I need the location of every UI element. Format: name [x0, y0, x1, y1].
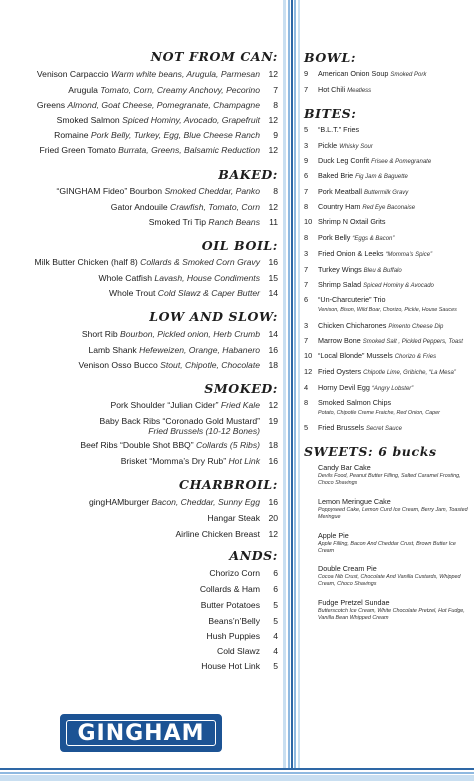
item-name: “B.L.T.” Fries [318, 125, 360, 134]
menu-item [0, 143, 282, 157]
item-desc: Spiced Hominy & Avocado [363, 283, 434, 289]
item-name: Romaine [54, 130, 89, 140]
menu-item [0, 271, 282, 285]
item-price: 6 [273, 584, 278, 594]
item-name: Baby Back Ribs “Coronado Gold Mustard” [99, 416, 260, 426]
item-price: 18 [268, 440, 278, 450]
item-desc: Poppyseed Cake, Lemon Curd Ice Cream, Berry Jam, Toasted Meringue [318, 507, 468, 520]
item-name: Smoked Salmon Chips [318, 398, 392, 407]
item-name: Smoked Salmon [56, 115, 120, 125]
item-name: Turkey Wings [318, 265, 362, 274]
menu-item [0, 255, 282, 269]
item-name: “GINGHAM Fideo” Bourbon [56, 186, 163, 196]
item-price: 7 [304, 85, 309, 94]
item-price: 15 [268, 273, 278, 283]
item-name: Apple Pie [318, 531, 349, 540]
item-desc: Stout, Chipotle, Chocolate [160, 360, 260, 370]
item-desc: Chipotle Lime, Gribiche, “La Mesa” [363, 370, 456, 376]
menu-item [0, 128, 282, 142]
dessert-item [318, 531, 468, 555]
item-price: 16 [268, 456, 278, 466]
menu-item [0, 582, 282, 596]
item-name: Butter Potatoes [200, 600, 260, 610]
item-price: 8 [304, 398, 309, 407]
menu-item [0, 184, 282, 198]
gingham-stripe-footer [0, 768, 474, 781]
item-desc: Red Eye Baconaise [362, 205, 416, 211]
item-desc: Secret Sauce [365, 426, 402, 432]
item-desc: Ranch Beans [208, 217, 260, 227]
section-title-smoked: SMOKED: [204, 381, 278, 396]
item-name: Milk Butter Chicken (half 8) [34, 257, 138, 267]
item-name: Hot Chili [318, 85, 346, 94]
item-name: Shrimp Salad [318, 280, 362, 289]
item-desc: Smoked Salt , Pickled Peppers, Toast [362, 339, 463, 345]
menu-item [0, 200, 282, 214]
item-name: Pork Belly [318, 233, 351, 242]
item-price: 6 [304, 295, 309, 304]
section-title-not-from-can: NOT FROM CAN: [150, 49, 278, 64]
item-name: Cold Slawz [217, 646, 260, 656]
item-price: 7 [304, 280, 309, 289]
item-name: Whole Trout [109, 288, 156, 298]
item-desc: Hefeweizen, Orange, Habanero [139, 345, 260, 355]
menu-item [0, 67, 282, 81]
item-name: Baked Brie [318, 171, 354, 180]
menu-item [0, 83, 282, 97]
item-desc: “Momma’s Spice” [385, 252, 433, 258]
item-name: Shrimp N Oxtail Grits [318, 217, 386, 226]
item-desc: Potato, Chipotle Creme Fraiche, Red Onion, Caper [318, 410, 440, 416]
item-desc: Meatless [347, 88, 372, 94]
menu-item [0, 644, 282, 658]
item-price: 7 [304, 187, 309, 196]
gingham-logo [60, 714, 222, 752]
item-price: 12 [268, 115, 278, 125]
item-desc: Cold Slawz & Caper Butter [157, 288, 260, 298]
menu-item [0, 527, 282, 541]
item-desc: Fried Brussels (10-12 Bones) [148, 426, 260, 436]
item-desc: Smoked Cheddar, Panko [164, 186, 260, 196]
item-price: 8 [304, 233, 309, 242]
item-desc: Hot Link [228, 456, 260, 466]
item-name: Whole Catfish [98, 273, 153, 283]
menu-item [0, 659, 282, 673]
item-name: Hush Puppies [206, 631, 260, 641]
item-name: Fudge Pretzel Sundae [318, 598, 390, 607]
item-name: Country Ham [318, 202, 361, 211]
menu-item [0, 598, 282, 612]
item-name: Fried Green Tomato [39, 145, 116, 155]
item-name: Candy Bar Cake [318, 463, 371, 472]
item-desc: Frisee & Pomegranate [371, 159, 432, 165]
item-desc: Bacon, Cheddar, Sunny Egg [151, 497, 260, 507]
item-price: 5 [304, 423, 309, 432]
section-title-low-and-slow: LOW AND SLOW: [149, 309, 278, 324]
menu-item [0, 438, 282, 452]
menu-item [0, 614, 282, 628]
menu-item [0, 113, 282, 127]
item-price: 9 [304, 69, 309, 78]
item-desc: Pork Belly, Turkey, Egg, Blue Cheese Ranch [90, 130, 260, 140]
item-price: 8 [304, 202, 309, 211]
item-name: Venison Osso Bucco [78, 360, 158, 370]
item-desc: Crawfish, Tomato, Corn [170, 202, 260, 212]
item-name: House Hot Link [201, 661, 260, 671]
item-desc: Bourbon, Pickled onion, Herb Crumb [120, 329, 260, 339]
item-price: 3 [304, 141, 309, 150]
item-desc: Spiced Hominy, Avocado, Grapefruit [122, 115, 260, 125]
section-title-bites: BITES: [304, 106, 357, 121]
item-desc: Pimento Cheese Dip [388, 324, 444, 330]
menu-item [0, 327, 282, 341]
section-title-ands: ANDS: [229, 548, 278, 563]
item-desc: Cocoa Nib Crust, Chocolate And Vanilla Custards, Whipped Cream, Choco Shavings [318, 574, 461, 587]
dessert-item [318, 497, 468, 521]
item-price: 12 [268, 529, 278, 539]
item-name: Fried Onion & Leeks [318, 249, 384, 258]
item-desc: Chorizo & Fries [394, 354, 437, 360]
item-name: Hangar Steak [207, 513, 260, 523]
item-name: Airline Chicken Breast [175, 529, 260, 539]
item-price: 16 [268, 345, 278, 355]
item-name: “Un-Charcuterie” Trio [318, 295, 386, 304]
menu-item [302, 294, 474, 316]
item-price: 19 [268, 416, 278, 426]
item-price: 8 [273, 186, 278, 196]
item-name: Lemon Meringue Cake [318, 497, 391, 506]
item-price: 8 [273, 100, 278, 110]
item-price: 16 [268, 497, 278, 507]
item-name: Marrow Bone [318, 336, 361, 345]
item-desc: Devils Food, Peanut Butter Filling, Salted Caramel Frosting, Choco Shavings [318, 473, 461, 486]
logo-text: GINGHAM [77, 720, 205, 746]
dessert-item [318, 463, 468, 487]
item-name: “Local Blonde” Mussels [318, 351, 393, 360]
gingham-stripe-divider [283, 0, 300, 781]
dessert-item [318, 598, 468, 622]
item-name: Duck Leg Confit [318, 156, 370, 165]
item-price: 9 [273, 130, 278, 140]
menu-item [0, 566, 282, 580]
item-name: American Onion Soup [318, 69, 389, 78]
item-desc: Smoked Pork [390, 72, 427, 78]
item-desc: Almond, Goat Cheese, Pomegranate, Champagne [67, 100, 260, 110]
item-price: 12 [304, 367, 313, 376]
item-name: gingHAMburger [88, 497, 150, 507]
item-price: 11 [269, 217, 278, 227]
section-title-bowl: BOWL: [304, 50, 357, 65]
item-name: Arugula [68, 85, 98, 95]
item-desc: “Eggs & Bacon” [352, 236, 395, 242]
item-name: Brisket “Momma’s Dry Rub” [120, 456, 227, 466]
item-name: Pork Meatball [318, 187, 362, 196]
item-desc: Warm white beans, Arugula, Parmesan [110, 69, 260, 79]
item-price: 3 [304, 321, 309, 330]
item-name: Horny Devil Egg [318, 383, 370, 392]
item-name: Fried Brussels [318, 423, 364, 432]
item-desc: Buttermilk Gravy [363, 190, 409, 196]
item-price: 7 [304, 265, 309, 274]
item-desc: Collards & Smoked Corn Gravy [140, 257, 260, 267]
item-desc: Whisky Sour [339, 144, 373, 150]
item-price: 9 [304, 156, 309, 165]
menu-item [0, 495, 282, 509]
menu-item [0, 454, 282, 468]
item-price: 10 [304, 351, 313, 360]
item-price: 20 [268, 513, 278, 523]
item-desc: Butterscotch Ice Cream, White Chocolate Pretzel, Hot Fudge, Vanilla Bean Whipped Cream [318, 608, 465, 621]
item-desc: Fried Kale [220, 400, 260, 410]
item-desc: “Angry Lobster” [371, 386, 414, 392]
item-desc: Bleu & Buffalo [363, 268, 402, 274]
item-price: 12 [268, 202, 278, 212]
section-title-oil-boil: OIL BOIL: [201, 238, 278, 253]
menu-item [0, 629, 282, 643]
item-price: 6 [304, 171, 309, 180]
section-title-sweets: SWEETS: 6 bucks [304, 444, 437, 459]
section-title-charbroil: CHARBROIL: [179, 477, 278, 492]
item-price: 5 [273, 600, 278, 610]
item-price: 7 [273, 85, 278, 95]
menu-item [302, 397, 474, 419]
item-price: 4 [304, 383, 309, 392]
item-price: 12 [268, 69, 278, 79]
item-name: Venison Carpaccio [36, 69, 109, 79]
item-desc: Lavash, House Condiments [154, 273, 260, 283]
section-title-baked: BAKED: [218, 167, 278, 182]
item-name: Collards & Ham [199, 584, 260, 594]
item-name: Greens [36, 100, 66, 110]
menu-item [0, 215, 282, 229]
item-price: 16 [268, 257, 278, 267]
logo-frame [66, 720, 216, 746]
item-name: Lamb Shank [88, 345, 137, 355]
item-name: Chorizo Corn [209, 568, 260, 578]
item-price: 14 [268, 329, 278, 339]
menu-item [0, 98, 282, 112]
item-price: 12 [268, 400, 278, 410]
item-price: 7 [304, 336, 309, 345]
menu-item [0, 398, 282, 412]
item-name: Gator Andouile [110, 202, 168, 212]
item-name: Pork Shoulder “Julian Cider” [110, 400, 219, 410]
item-desc: Tomato, Corn, Creamy Anchovy, Pecorino [100, 85, 260, 95]
menu-item [0, 511, 282, 525]
item-price: 5 [273, 616, 278, 626]
item-price: 6 [273, 568, 278, 578]
item-price: 10 [304, 217, 313, 226]
item-price: 12 [268, 145, 278, 155]
item-desc: Apple Filling, Bacon And Cheddar Crust, Brown Butter Ice Cream [318, 541, 456, 554]
item-name: Beans’n’Belly [208, 616, 260, 626]
menu-item [0, 286, 282, 300]
menu-item [0, 358, 282, 372]
item-name: Beef Ribs “Double Shot BBQ” [80, 440, 194, 450]
item-name: Chicken Chicharones [318, 321, 387, 330]
item-price: 4 [273, 631, 278, 641]
item-name: Smoked Tri Tip [148, 217, 206, 227]
dessert-item [318, 564, 468, 588]
item-price: 14 [268, 288, 278, 298]
item-price: 5 [304, 125, 309, 134]
item-price: 18 [268, 360, 278, 370]
item-price: 5 [273, 661, 278, 671]
item-desc: Burrata, Greens, Balsamic Reduction [118, 145, 260, 155]
item-price: 4 [273, 646, 278, 656]
item-name: Fried Oysters [318, 367, 362, 376]
item-price: 3 [304, 249, 309, 258]
menu-item [0, 416, 282, 438]
item-name: Double Cream Pie [318, 564, 377, 573]
item-name: Short Rib [81, 329, 118, 339]
item-name: Pickle [318, 141, 338, 150]
item-desc: Fig Jam & Baguette [355, 174, 408, 180]
item-desc: Collards (5 Ribs) [196, 440, 260, 450]
item-desc: Venison, Bison, Wild Boar, Chorizo, Pickle, House Sauces [318, 307, 457, 313]
menu-item [0, 343, 282, 357]
